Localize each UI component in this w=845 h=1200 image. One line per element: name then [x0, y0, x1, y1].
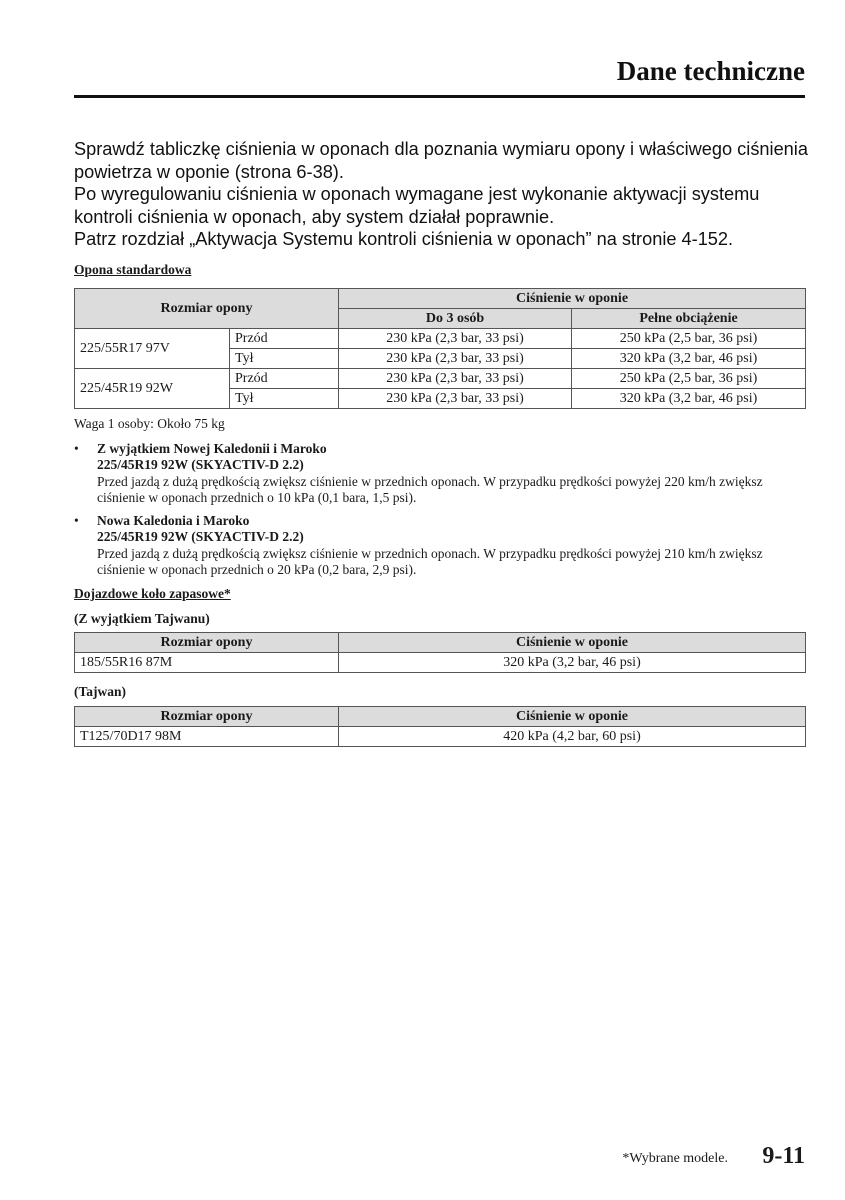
header-full-load: Pełne obciążenie: [572, 309, 806, 329]
spare-tire-table: [74, 632, 806, 673]
intro-text: [74, 138, 814, 251]
pressure-cell: 230 kPa (2,3 bar, 33 psi): [339, 329, 572, 349]
pressure-cell: 250 kPa (2,5 bar, 36 psi): [572, 329, 806, 349]
position-cell: Przód: [230, 369, 339, 389]
header-tire-size: Rozmiar opony: [75, 633, 339, 653]
header-tire-size: Rozmiar opony: [75, 707, 339, 727]
table-row: [75, 329, 806, 349]
spare-tire-table: [74, 706, 806, 747]
position-cell: Tył: [230, 389, 339, 409]
header-tire-size: Rozmiar opony: [75, 289, 339, 329]
tire-size-cell: T125/70D17 98M: [75, 727, 339, 747]
standard-tire-table: [74, 288, 806, 409]
bullet-dot: •: [74, 441, 79, 456]
position-cell: Przód: [230, 329, 339, 349]
pressure-cell: 230 kPa (2,3 bar, 33 psi): [339, 369, 572, 389]
pressure-cell: 320 kPa (3,2 bar, 46 psi): [339, 653, 806, 673]
position-cell: Tył: [230, 349, 339, 369]
bullet-title: Z wyjątkiem Nowej Kaledonii i Maroko: [97, 441, 327, 456]
pressure-cell: 320 kPa (3,2 bar, 46 psi): [572, 389, 806, 409]
header-rule: [74, 95, 805, 98]
bullet-text: Przed jazdą z dużą prędkością zwiększ ciśnienie w przednich oponach. W przypadku prędkości powyżej 210 km/h zwiększ ciśnienie w oponach przednich o 20 kPa (0,2 bara, 2,9 psi).: [97, 545, 763, 577]
footnote: *Wybrane modele.: [622, 1151, 728, 1166]
bullet-subtitle: 225/45R19 92W (SKYACTIV-D 2.2): [97, 457, 304, 473]
pressure-cell: 250 kPa (2,5 bar, 36 psi): [572, 369, 806, 389]
header-tire-pressure: Ciśnienie w oponie: [339, 289, 806, 309]
table-header-row: [75, 707, 806, 727]
tire-size-cell: 225/55R17 97V: [75, 329, 230, 369]
table-row: [75, 727, 806, 747]
table-header-row: [75, 289, 806, 309]
table-row: [75, 369, 806, 389]
bullet-dot: •: [74, 513, 79, 528]
intro-paragraph-2: Po wyregulowaniu ciśnienia w oponach wymagane jest wykonanie aktywacji systemu kontroli ciśnienia w oponach, aby system działał poprawnie.: [74, 184, 760, 227]
standard-tire-title: Opona standardowa: [74, 262, 192, 277]
bullet-item: [74, 513, 809, 578]
tire-size-cell: 185/55R16 87M: [75, 653, 339, 673]
spare-table-label: (Tajwan): [74, 684, 127, 699]
page-number: 9-11: [762, 1143, 805, 1169]
pressure-cell: 320 kPa (3,2 bar, 46 psi): [572, 349, 806, 369]
pressure-cell: 230 kPa (2,3 bar, 33 psi): [339, 389, 572, 409]
intro-paragraph-3: Patrz rozdział „Aktywacja Systemu kontroli ciśnienia w oponach” na stronie 4-152.: [74, 229, 734, 250]
pressure-cell: 230 kPa (2,3 bar, 33 psi): [339, 349, 572, 369]
intro-paragraph-1: Sprawdź tabliczkę ciśnienia w oponach dla poznania wymiaru opony i właściwego ciśnienia powietrza w oponie (strona 6-38).: [74, 139, 808, 182]
header-tire-pressure: Ciśnienie w oponie: [339, 707, 806, 727]
header-tire-pressure: Ciśnienie w oponie: [339, 633, 806, 653]
header-up-to-3: Do 3 osób: [339, 309, 572, 329]
table-header-row: [75, 633, 806, 653]
pressure-cell: 420 kPa (4,2 bar, 60 psi): [339, 727, 806, 747]
bullet-title: Nowa Kaledonia i Maroko: [97, 513, 250, 528]
bullet-subtitle: 225/45R19 92W (SKYACTIV-D 2.2): [97, 529, 304, 545]
bullet-text: Przed jazdą z dużą prędkością zwiększ ciśnienie w przednich oponach. W przypadku prędkości powyżej 220 km/h zwiększ ciśnienie w oponach przednich o 10 kPa (0,1 bara, 1,5 psi).: [97, 473, 763, 505]
weight-note: Waga 1 osoby: Około 75 kg: [74, 416, 225, 431]
table-row: [75, 653, 806, 673]
page-header-title: Dane techniczne: [616, 56, 805, 86]
bullet-item: [74, 441, 809, 506]
spare-tire-title: Dojazdowe koło zapasowe*: [74, 586, 231, 601]
tire-size-cell: 225/45R19 92W: [75, 369, 230, 409]
spare-table-label: (Z wyjątkiem Tajwanu): [74, 611, 210, 626]
